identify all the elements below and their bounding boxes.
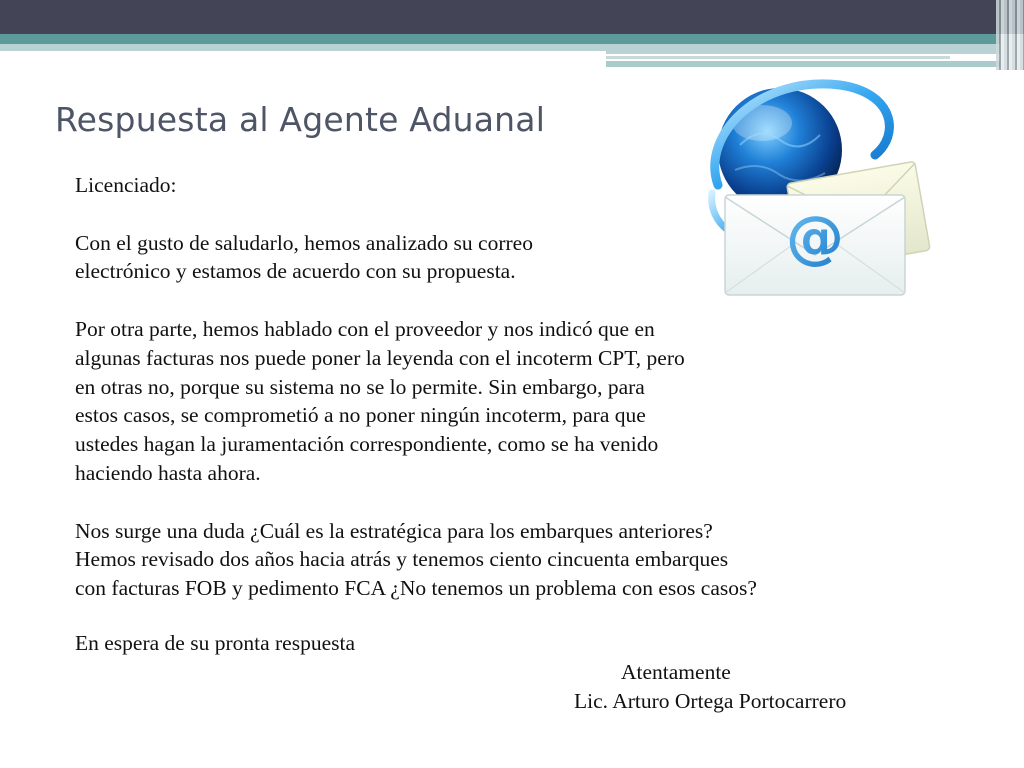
salutation: Licenciado: bbox=[75, 173, 177, 197]
paragraph-1 bbox=[75, 229, 975, 287]
paragraph-3 bbox=[75, 517, 975, 603]
paragraph-2-line: en otras no, porque su sistema no se lo permite. Sin embargo, para bbox=[75, 374, 645, 399]
paragraph-3-line: con facturas FOB y pedimento FCA ¿No tenemos un problema con esos casos? bbox=[75, 576, 757, 601]
paragraph-2-line: algunas facturas nos puede poner la leyenda con el incoterm CPT, pero bbox=[75, 345, 685, 370]
header-bar-strip bbox=[606, 56, 950, 59]
paragraph-3-line: Nos surge una duda ¿Cuál es la estratégica para los embarques anteriores? bbox=[75, 518, 713, 543]
paragraph-2 bbox=[75, 315, 975, 488]
paragraph-2-line: ustedes hagan la juramentación correspondiente, como se ha venido bbox=[75, 432, 659, 457]
header-bar-strip-2 bbox=[606, 61, 1000, 67]
signature: Lic. Arturo Ortega Portocarrero bbox=[574, 688, 847, 713]
paragraph-2-line: estos casos, se comprometió a no poner ningún incoterm, para que bbox=[75, 403, 646, 428]
header-vertical-stripes bbox=[996, 0, 1024, 70]
paragraph-1-line: electrónico y estamos de acuerdo con su propuesta. bbox=[75, 259, 516, 284]
paragraph-2-line: haciendo hasta ahora. bbox=[75, 460, 261, 485]
sign-off: Atentamente bbox=[621, 659, 731, 684]
header-bar-light bbox=[0, 44, 606, 51]
letter-closing bbox=[75, 629, 975, 713]
closing-line: En espera de su pronta respuesta bbox=[75, 631, 355, 655]
paragraph-2-line: Por otra parte, hemos hablado con el proveedor y nos indicó que en bbox=[75, 316, 655, 341]
at-symbol-icon: @ bbox=[786, 203, 844, 271]
paragraph-1-line: Con el gusto de saludarlo, hemos analizado su correo bbox=[75, 230, 533, 255]
header-bar-teal bbox=[0, 34, 1000, 44]
letter-body bbox=[75, 171, 975, 603]
slide-title: Respuesta al Agente Aduanal bbox=[55, 100, 546, 139]
header-bar-dark bbox=[0, 0, 1024, 34]
header-bar-light-right bbox=[606, 44, 1000, 54]
paragraph-3-line: Hemos revisado dos años hacia atrás y tenemos ciento cincuenta embarques bbox=[75, 547, 729, 572]
